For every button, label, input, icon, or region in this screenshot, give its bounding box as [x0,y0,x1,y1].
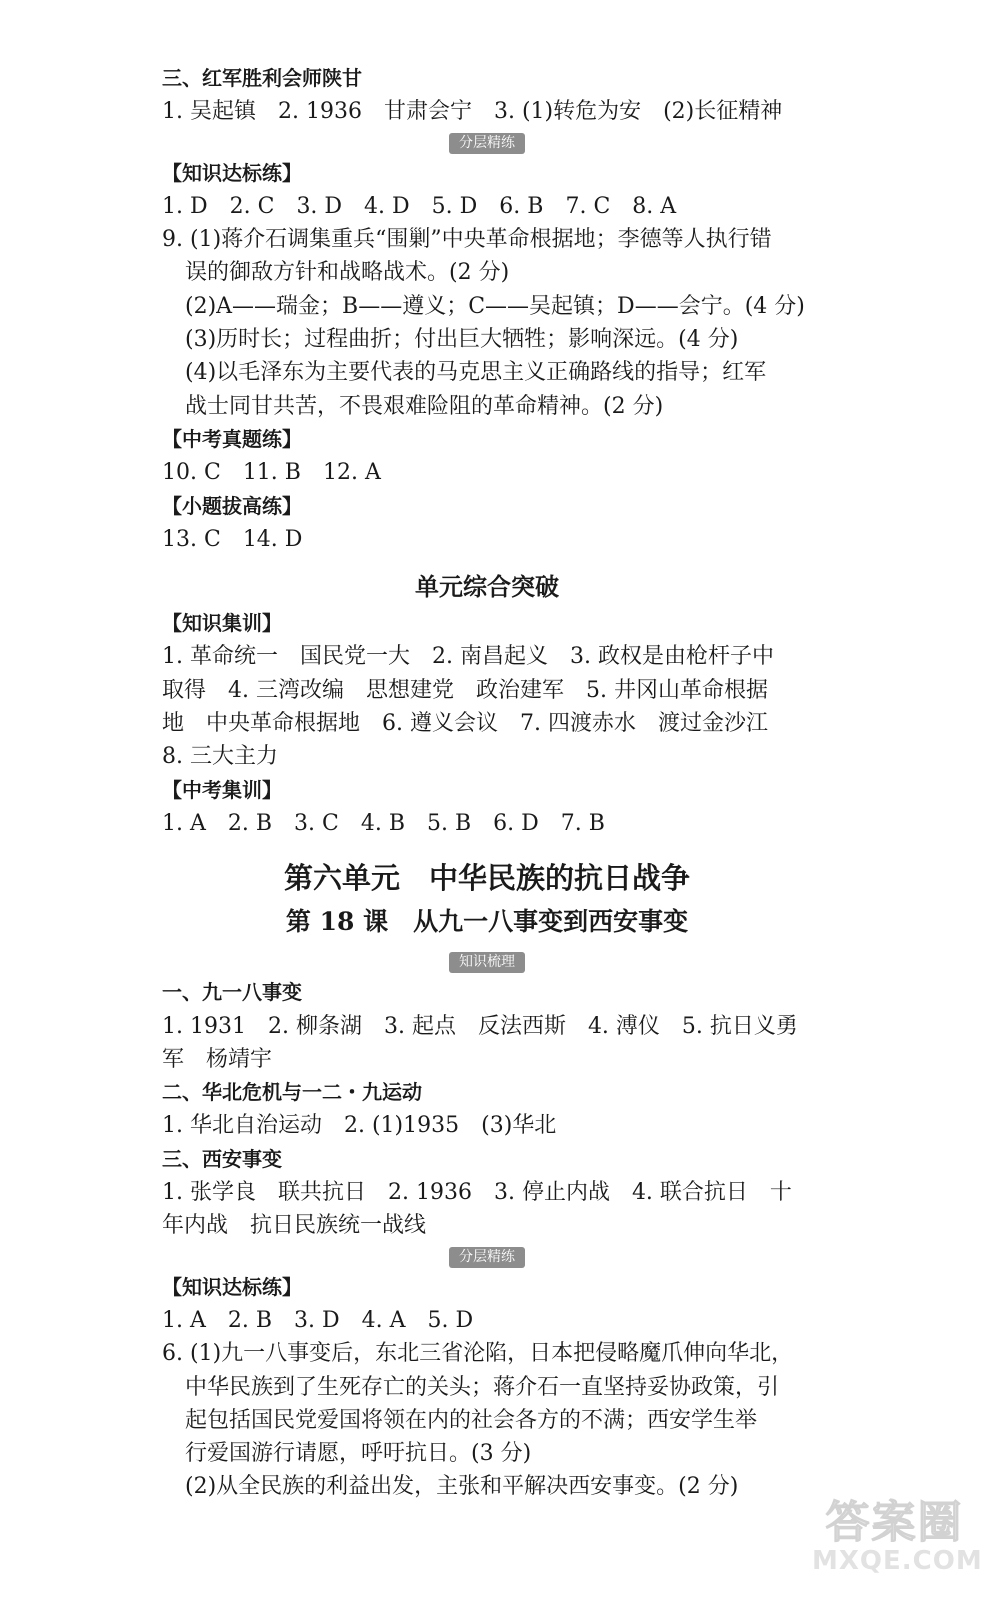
answer-line: 1. 吴起镇 2. 1936 甘肃会宁 3. (1)转危为安 (2)长征精神 [162,99,783,125]
section-heading: 【知识达标练】 [162,1274,302,1299]
unit-title: 第六单元 中华民族的抗日战争 [283,861,690,896]
answer-line-indented: 中华民族到了生死存亡的关头；蒋介石一直坚持妥协政策，引 [185,1374,780,1400]
answer-line: 1. D 2. C 3. D 4. D 5. D 6. B 7. C 8. A [162,193,677,219]
answer-line-indented: 误的御敌方针和战略战术。(2 分) [185,260,510,286]
answer-line: 1. A 2. B 3. D 4. A 5. D [162,1307,474,1333]
answer-line-indented: 战士同甘共苦，不畏艰难险阻的革命精神。(2 分) [185,393,664,419]
watermark-url: MXQE.COM [812,1546,983,1576]
answer-content [162,62,812,1504]
answer-line-indented: 起包括国民党爱国将领在内的社会各方的不满；西安学生举 [185,1407,758,1433]
section-tag-label: 分层精练 [449,1247,525,1268]
section-heading: 【知识达标练】 [162,160,302,185]
answer-line: 地 中央革命根据地 6. 遵义会议 7. 四渡赤水 渡过金沙江 [162,711,768,737]
answer-line: 10. C 11. B 12. A [162,460,381,486]
answer-line-indented: (4)以毛泽东为主要代表的马克思主义正确路线的指导；红军 [185,360,767,386]
section-heading: 三、红军胜利会师陕甘 [162,66,362,90]
answer-line: 13. C 14. D [162,526,303,552]
answer-line: 1. 张学良 联共抗日 2. 1936 3. 停止内战 4. 联合抗日 十 [162,1180,792,1206]
section-tag-label: 知识梳理 [449,952,525,973]
watermark-logo: 答案圈 [825,1497,964,1548]
answer-line-indented: 行爱国游行请愿，呼吁抗日。(3 分) [185,1441,532,1467]
answer-line: 9. (1)蒋介石调集重兵“围剿”中央革命根据地；李德等人执行错 [162,227,772,253]
answer-line-indented: (2)A——瑞金；B——遵义；C——吴起镇；D——会宁。(4 分) [185,293,805,319]
answer-line: 1. A 2. B 3. C 4. B 5. B 6. D 7. B [162,810,605,836]
answer-line: 年内战 抗日民族统一战线 [162,1213,427,1239]
answer-line: 取得 4. 三湾改编 思想建党 政治建军 5. 井冈山革命根据 [162,677,768,703]
answer-line: 1. 华北自治运动 2. (1)1935 (3)华北 [162,1113,557,1139]
watermark [812,1486,983,1590]
answer-line: 6. (1)九一八事变后，东北三省沦陷，日本把侵略魔爪伸向华北， [162,1341,794,1367]
unit-title: 单元综合突破 [415,572,559,602]
section-heading: 【中考真题练】 [162,426,302,451]
answer-line: 1. 革命统一 国民党一大 2. 南昌起义 3. 政权是由枪杆子中 [162,644,774,670]
answer-line: 1. 1931 2. 柳条湖 3. 起点 反法西斯 4. 溥仪 5. 抗日义勇 [162,1013,798,1039]
lesson-title: 第 18 课 从九一八事变到西安事变 [285,907,689,937]
section-tag [162,948,812,976]
answer-line: 8. 三大主力 [162,744,278,770]
answer-line-indented: (2)从全民族的利益出发，主张和平解决西安事变。(2 分) [185,1474,739,1500]
answer-line-indented: (3)历时长；过程曲折；付出巨大牺牲；影响深远。(4 分) [185,327,739,353]
section-tag [162,1243,812,1271]
section-heading: 三、西安事变 [162,1146,282,1171]
section-heading: 【中考集训】 [162,777,282,802]
section-heading: 【知识集训】 [162,611,282,636]
section-heading: 【小题拔高练】 [162,493,302,518]
answer-line: 军 杨靖宇 [162,1046,273,1072]
section-tag [162,129,812,157]
section-heading: 二、华北危机与一二・九运动 [162,1080,422,1105]
section-heading: 一、九一八事变 [162,980,302,1005]
section-tag-label: 分层精练 [449,133,525,154]
